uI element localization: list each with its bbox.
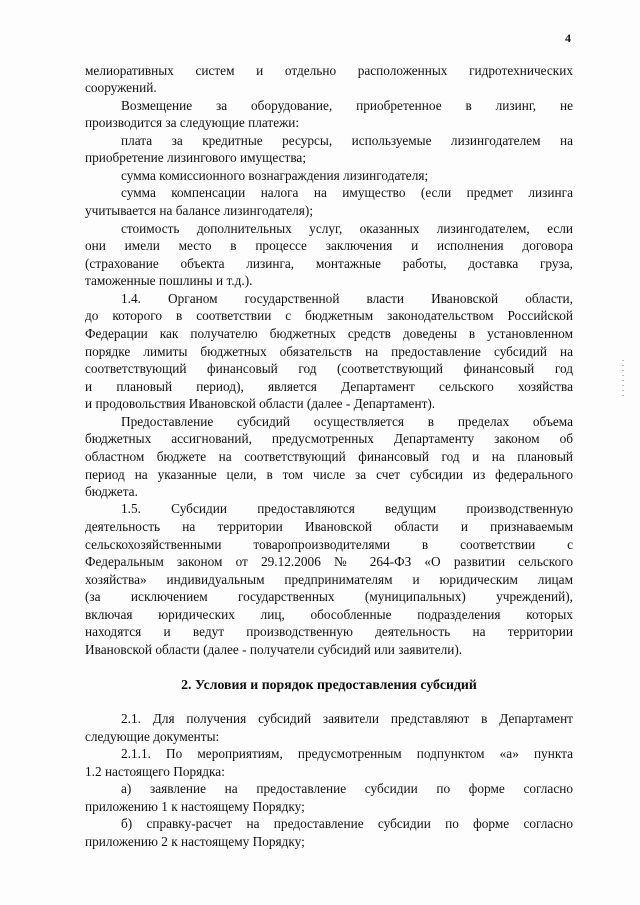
- scan-margin-marks: [622, 360, 624, 400]
- text-line: (страхование объекта лизинга, монтажные работы, доставка груза,: [85, 256, 573, 271]
- section-heading: 2. Условия и порядок предоставления субсидий: [181, 677, 477, 692]
- text-line: стоимость дополнительных услуг, оказанных лизингодателем, если: [121, 221, 573, 236]
- text-line: сельскохозяйственными товаропроизводителями в соответствии с: [85, 537, 573, 552]
- text-line: 1.2 настоящего Порядка:: [85, 764, 225, 779]
- text-line: включая юридических лиц, обособленные подразделения которых: [85, 607, 573, 622]
- text-line: плата за кредитные ресурсы, используемые лизингодателем на: [121, 133, 573, 148]
- text-line: приложению 2 к настоящему Порядку;: [85, 834, 305, 849]
- page-number: 4: [565, 31, 571, 45]
- text-line: Федеральным законом от 29.12.2006 № 264-ФЗ «О развитии сельского: [85, 554, 573, 569]
- text-line: таможенные пошлины и т.д.).: [85, 273, 253, 288]
- text-line: 2.1. Для получения субсидий заявители представляют в Департамент: [121, 711, 573, 726]
- text-line: 2.1.1. По мероприятиям, предусмотренным подпунктом «а» пункта: [121, 746, 573, 761]
- text-line: Федерации как получателю бюджетных средств доведены в установленном: [85, 326, 573, 341]
- text-line: б) справку-расчет на предоставление субсидии по форме согласно: [121, 816, 573, 831]
- text-line: сумма комиссионного вознаграждения лизингодателя;: [121, 168, 429, 183]
- text-line: и плановый период), является Департамент сельского хозяйства: [85, 379, 573, 394]
- text-line: 1.5. Субсидии предоставляются ведущим производственную: [121, 501, 573, 516]
- text-line: хозяйства» индивидуальным предпринимателям и юридическим лицам: [85, 572, 573, 587]
- text-line: бюджета.: [85, 484, 138, 499]
- text-line: период на указанные цели, в том числе за счет субсидии из федерального: [85, 467, 573, 482]
- text-line: Ивановской области (далее - получатели субсидий или заявители).: [85, 642, 463, 657]
- text-line: (за исключением государственных (муниципальных) учреждений),: [85, 589, 573, 604]
- text-line: а) заявление на предоставление субсидии по форме согласно: [121, 781, 573, 796]
- text-line: производится за следующие платежи:: [85, 115, 300, 130]
- text-line: 1.4. Органом государственной власти Ивановской области,: [121, 291, 573, 306]
- text-line: и продовольствия Ивановской области (далее - Департамент).: [85, 396, 436, 411]
- text-line: они имели место в процессе заключения и исполнения договора: [85, 238, 573, 253]
- text-line: сумма компенсации налога на имущество (если предмет лизинга: [121, 185, 573, 200]
- text-line: приобретение лизингового имущества;: [85, 150, 307, 165]
- text-line: Возмещение за оборудование, приобретенное в лизинг, не: [121, 98, 573, 113]
- text-line: соответствующий финансовый год (соответствующий финансовый год: [85, 361, 573, 376]
- text-line: Предоставление субсидий осуществляется в пределах объема: [121, 414, 573, 429]
- text-line: учитывается на балансе лизингодателя);: [85, 203, 314, 218]
- text-line: находятся и ведут производственную деятельность на территории: [85, 624, 573, 639]
- text-line: следующие документы:: [85, 729, 220, 744]
- text-line: деятельность на территории Ивановской области и признаваемым: [85, 519, 573, 534]
- text-line: сооружений.: [85, 80, 157, 95]
- text-line: мелиоративных систем и отдельно расположенных гидротехнических: [85, 63, 573, 78]
- text-line: приложению 1 к настоящему Порядку;: [85, 799, 305, 814]
- text-line: до которого в соответствии с бюджетным законодательством Российской: [85, 308, 573, 323]
- text-line: областном бюджете на соответствующий финансовый год и на плановый: [85, 449, 573, 464]
- text-line: порядке лимиты бюджетных обязательств на предоставление субсидий на: [85, 344, 573, 359]
- text-line: бюджетных ассигнований, предусмотренных Департаменту законом об: [85, 431, 573, 446]
